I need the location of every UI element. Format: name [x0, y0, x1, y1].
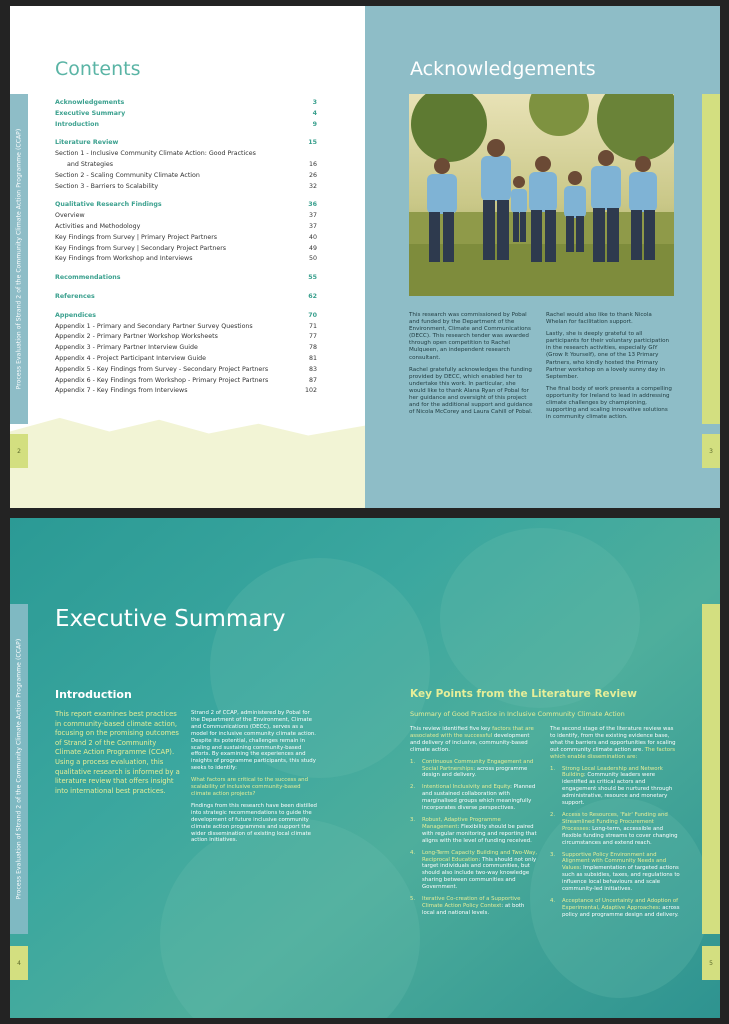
- family-photo: [409, 94, 674, 296]
- list-number: 4.: [410, 849, 416, 856]
- toc-label: Acknowledgements: [55, 99, 125, 106]
- toc-label: Key Findings from Workshop and Interviews: [55, 255, 193, 263]
- list-text: Strong Local Leadership and Network Building: Community leaders were identified as critical actors and engagement should be nurtured through administrative, resource and monetary support.: [562, 765, 673, 807]
- toc-page-number: 78: [308, 344, 317, 352]
- contents-page: [10, 6, 365, 508]
- toc-entry[interactable]: [55, 343, 317, 354]
- list-text: Robust, Adaptive Programme Management: Flexibility should be paired with regular monitoring and reporting that aligns with the level of funding received.: [422, 816, 537, 844]
- list-number: 3.: [550, 851, 556, 858]
- page-title: Acknowledgements: [410, 58, 596, 80]
- research-question: What factors are critical to the success and scalability of inclusive community-based climate action projects?: [191, 777, 309, 797]
- toc-page-number: 81: [308, 354, 317, 362]
- toc-label: Key Findings from Survey | Secondary Project Partners: [55, 244, 227, 252]
- key-points-subheading: Summary of Good Practice in Inclusive Community Climate Action: [410, 710, 625, 718]
- list-item: [550, 766, 680, 807]
- page-number-left: 4: [10, 946, 28, 980]
- toc-entry[interactable]: [55, 365, 317, 376]
- paragraph: Rachel would also like to thank Nicola Whelan for facilitation support.: [546, 312, 652, 326]
- toc-label: Introduction: [55, 120, 99, 128]
- toc-entry[interactable]: [55, 292, 317, 303]
- acknowledgements-page: [365, 6, 720, 508]
- toc-label: Key Findings from Survey | Primary Project Partners: [55, 233, 218, 241]
- key-points-column-2: [550, 726, 680, 924]
- page-number: 2: [10, 434, 28, 468]
- key-points-heading: Key Points from the Literature Review: [410, 688, 637, 700]
- toc-label: Section 3 - Barriers to Scalability: [55, 182, 159, 190]
- list-text: Supportive Policy Environment and Alignment with Community Needs and Values: Implementation of targeted actions such as subsidies, taxes, and regulations to influence local behaviours and scale community-led initiatives.: [562, 851, 680, 893]
- list-number: 1.: [410, 758, 416, 765]
- list-number: 4.: [550, 897, 556, 904]
- toc-label: Appendix 7 - Key Findings from Interviews: [55, 387, 188, 395]
- toc-label: Appendix 3 - Primary Partner Interview Guide: [55, 344, 198, 352]
- toc-label: Appendices: [55, 311, 97, 319]
- toc-label: Recommendations: [55, 274, 121, 282]
- toc-entry[interactable]: [55, 254, 317, 265]
- paragraph: Lastly, she is deeply grateful to all participants for their voluntary participation in the research activities, especially GIY (Grow It Yourself), one of the 13 Primary Partners, who kindly hosted the Primary Partner workshop on a lovely sunny day in September.: [546, 331, 670, 380]
- list-number: 5.: [410, 896, 416, 903]
- toc-entry[interactable]: [55, 109, 317, 120]
- paragraph: Rachel gratefully acknowledges the funding provided by DECC, which enabled her to undertake this work. In particular, she would like to thank Alana Ryan of Pobal for her guidance and oversight of this project and for the additional support and guidance of Nicola McCorey and Laura Cahill of Pobal.: [409, 366, 533, 416]
- page-number: 3: [702, 434, 720, 468]
- factor-list: [410, 759, 538, 917]
- toc-entry[interactable]: [55, 332, 317, 343]
- toc-entry[interactable]: [55, 160, 317, 171]
- toc-page-number: 9: [312, 120, 317, 128]
- sidebar-band: [10, 604, 28, 934]
- toc-label: Activities and Methodology: [55, 222, 141, 230]
- list-number: 2.: [410, 784, 416, 791]
- toc-entry[interactable]: [55, 244, 317, 255]
- page-footer-wave: [10, 410, 365, 508]
- toc-page-number: 62: [308, 292, 317, 300]
- sidebar-band: [10, 94, 28, 424]
- toc-label: Overview: [55, 212, 85, 220]
- toc-page-number: 87: [308, 376, 317, 384]
- list-item: [550, 898, 680, 919]
- toc-page-number: 26: [308, 171, 317, 179]
- enablers-lead: The second stage of the literature review was to identify, from the existing evidence base, what the barriers and opportunities for scaling out community climate action are. The factors which enable dissemination are:: [550, 726, 676, 760]
- list-text: Intentional Inclusivity and Equity: Planned and sustained collaboration with marginalised groups which meaningfully incorporates diverse perspectives.: [422, 784, 536, 812]
- side-strip: [702, 604, 720, 934]
- intro-heading: Introduction: [55, 688, 132, 701]
- toc-page-number: 71: [308, 322, 317, 330]
- toc-label: Appendix 6 - Key Findings from Workshop - Primary Project Partners: [55, 376, 269, 384]
- toc-label: Executive Summary: [55, 109, 126, 117]
- list-number: 1.: [550, 765, 556, 772]
- key-points-column-1: [410, 726, 538, 922]
- list-text: Long-Term Capacity Building and Two-Way, Reciprocal Education: This should not only target individuals and communities, but should also include two-way knowledge sharing between communities and Government.: [422, 849, 538, 891]
- toc-label: Appendix 1 - Primary and Secondary Partner Survey Questions: [55, 322, 253, 330]
- toc-entry[interactable]: [55, 182, 317, 193]
- toc-entry[interactable]: [55, 386, 317, 397]
- toc-label: Appendix 2 - Primary Partner Workshop Worksheets: [55, 333, 218, 341]
- page-title: Executive Summary: [55, 606, 286, 632]
- toc-page-number: 37: [308, 212, 317, 220]
- toc-entry[interactable]: [55, 171, 317, 182]
- sidebar-title: Process Evaluation of Strand 2 of the Community Climate Action Programme (CCAP): [15, 638, 23, 900]
- intro-lead: This report examines best practices in community-based climate action, focusing on the promising outcomes of Strand 2 of the Community Climate Action Programme (CCAP). Using a process evaluation, this qualitative research is informed by a literature review that offers insight into international best practices.: [55, 710, 180, 795]
- list-item: [410, 784, 538, 812]
- bottom-spread: [10, 518, 720, 1018]
- toc-entry[interactable]: [55, 376, 317, 387]
- toc-entry[interactable]: [55, 149, 317, 160]
- toc-page-number: 70: [308, 311, 317, 319]
- toc-page-number: 83: [308, 365, 317, 373]
- list-text: Iterative Co-creation of a Supportive Climate Action Policy Context: at both local and national levels.: [422, 896, 525, 916]
- toc-entry[interactable]: [55, 233, 317, 244]
- page-title: Contents: [55, 58, 141, 80]
- toc-label: Section 1 - Inclusive Community Climate Action: Good Practices: [55, 150, 256, 158]
- toc-page-number: 36: [308, 201, 317, 209]
- toc-page-number: 37: [308, 222, 317, 230]
- list-text: Access to Resources, 'Fair' Funding and Streamlined Funding Procurement Processes: Long-term, accessible and flexible funding streams to cover changing circumstances and extend reach.: [562, 811, 678, 846]
- toc-label: Appendix 5 - Key Findings from Survey - Secondary Project Partners: [55, 365, 269, 373]
- list-item: [410, 759, 538, 780]
- paragraph: The final body of work presents a compelling opportunity for Ireland to lead in addressing climate challenges by championing, supporting and scaling innovative solutions in community climate action.: [546, 385, 672, 421]
- toc-label: Section 2 - Scaling Community Climate Action: [55, 171, 200, 179]
- intro-paragraph-2: Findings from this research have been distilled into strategic recommendations to guide the development of future inclusive community climate action programmes and support the wider dissemination of existing local climate action initiatives.: [191, 802, 317, 844]
- toc-entry[interactable]: [55, 120, 317, 131]
- toc-entry[interactable]: [55, 311, 317, 322]
- toc-entry[interactable]: [55, 273, 317, 284]
- toc-page-number: 102: [304, 387, 317, 395]
- ack-column-1: [409, 312, 534, 421]
- list-number: 2.: [550, 811, 556, 818]
- side-strip: [702, 94, 720, 424]
- enabler-list: [550, 766, 680, 919]
- toc-label: and Strategies: [67, 160, 114, 168]
- toc-page-number: 55: [308, 274, 317, 282]
- list-item: [410, 817, 538, 845]
- top-spread: [10, 6, 720, 508]
- toc-label: References: [55, 292, 95, 300]
- toc-entry[interactable]: [55, 211, 317, 222]
- list-item: [410, 850, 538, 891]
- toc-page-number: 4: [312, 109, 317, 117]
- table-of-contents: [55, 98, 317, 397]
- toc-entry[interactable]: [55, 98, 317, 109]
- toc-page-number: 3: [312, 99, 317, 106]
- toc-page-number: 49: [308, 244, 317, 252]
- family-walking-image: [409, 94, 674, 296]
- toc-entry[interactable]: [55, 138, 317, 149]
- toc-label: Qualitative Research Findings: [55, 201, 162, 209]
- toc-label: Appendix 4 - Project Participant Interview Guide: [55, 354, 206, 362]
- list-number: 3.: [410, 816, 416, 823]
- toc-page-number: 15: [308, 139, 317, 147]
- toc-entry[interactable]: [55, 354, 317, 365]
- list-text: Acceptance of Uncertainty and Adoption of Experimental, Adaptive Approaches: across policy and programme design and delivery.: [562, 897, 680, 918]
- toc-page-number: 16: [308, 160, 317, 168]
- list-item: [550, 852, 680, 893]
- toc-page-number: 32: [308, 182, 317, 190]
- paragraph: This research was commissioned by Pobal and funded by the Department of the Environment, Climate and Communications (DECC). This research tender was awarded through open competition to Rachel Mulqueen, an independent research consultant.: [409, 312, 531, 361]
- intro-column: [191, 710, 319, 849]
- toc-entry[interactable]: [55, 200, 317, 211]
- list-item: [550, 812, 680, 847]
- toc-page-number: 50: [308, 255, 317, 263]
- toc-page-number: 77: [308, 333, 317, 341]
- toc-entry[interactable]: [55, 322, 317, 333]
- intro-paragraph-1: Strand 2 of CCAP, administered by Pobal for the Department of the Environment, Climate and Communications (DECC), serves as a model for inclusive community climate action. Despite its potential, challenges remain in scaling and sustaining community-based efforts. By examining the experiences and insights of programme participants, this study seeks to identify:: [191, 710, 317, 772]
- toc-entry[interactable]: [55, 222, 317, 233]
- page-number-right: 5: [702, 946, 720, 980]
- key-points-lead: This review identified five key factors that are associated with the successful development and delivery of inclusive, community-based climate action.: [410, 726, 534, 753]
- toc-label: Literature Review: [55, 139, 119, 147]
- list-item: [410, 896, 538, 917]
- sidebar-title: Process Evaluation of Strand 2 of the Community Climate Action Programme (CCAP): [15, 128, 23, 390]
- ack-column-2: [546, 312, 674, 426]
- list-text: Continuous Community Engagement and Social Partnerships: across programme design and delivery.: [422, 758, 534, 779]
- toc-page-number: 40: [308, 233, 317, 241]
